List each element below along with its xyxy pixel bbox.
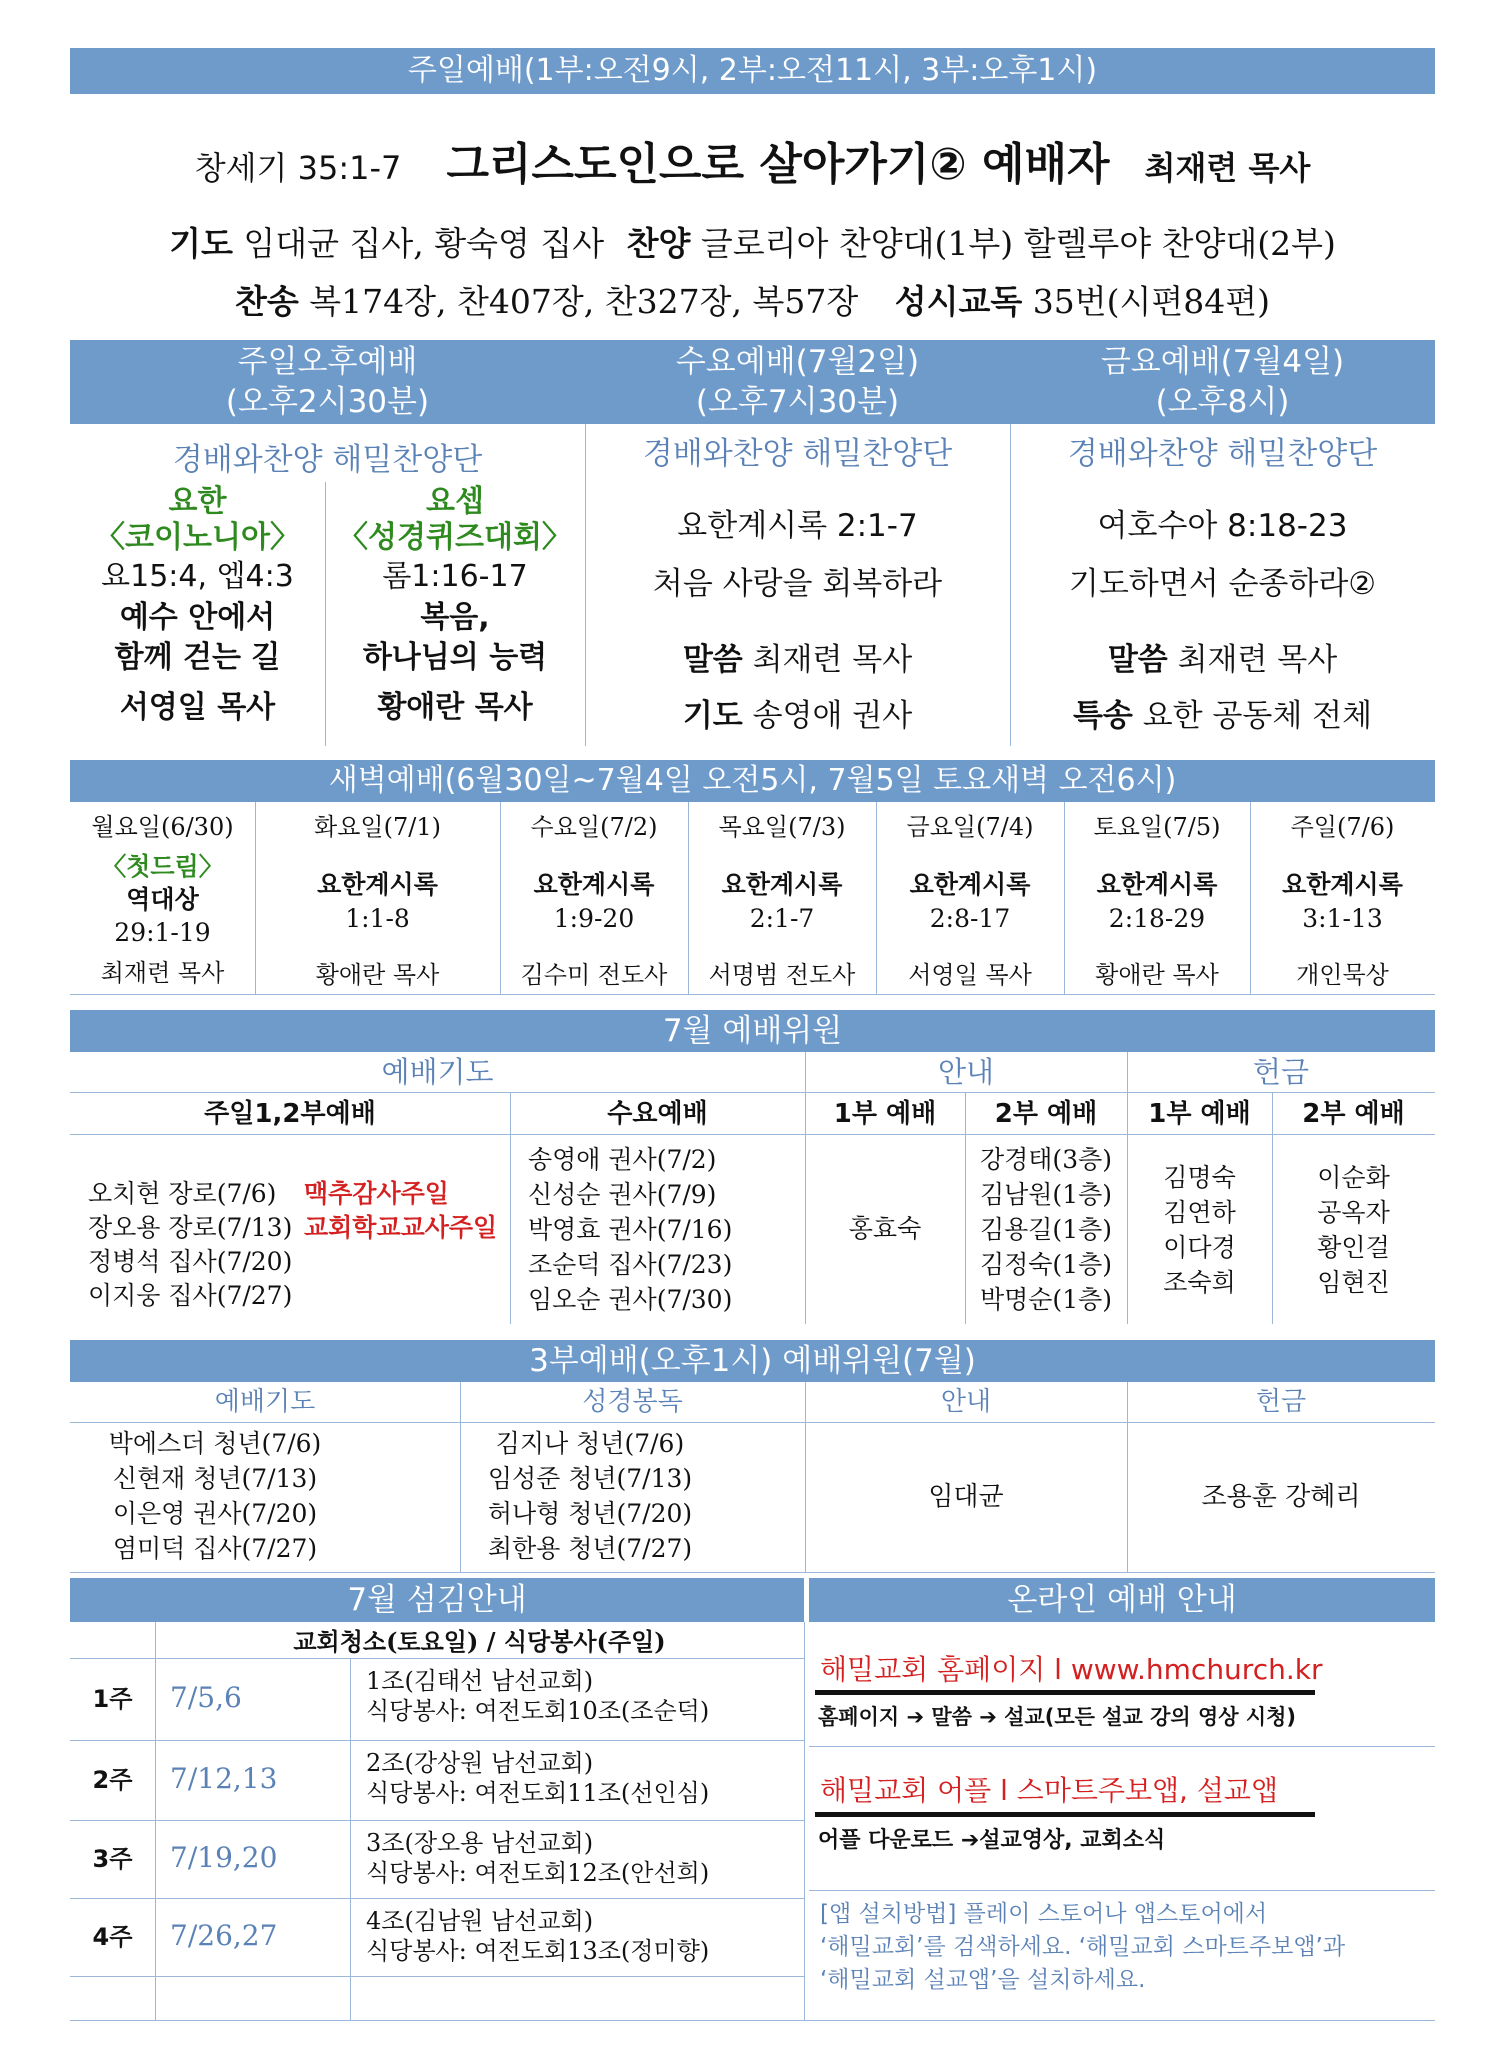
day-label: 월요일(6/30) (91, 813, 234, 841)
list-item: 임오순 권사(7/30) (528, 1285, 733, 1314)
wednesday-body (585, 434, 1010, 736)
afternoon-left (70, 484, 325, 734)
homepage-path: 홈페이지 ➔ 말씀 ➔ 설교(모든 설교 강의 영상 시청) (818, 1705, 1297, 1729)
group-name: 요셉 (426, 484, 484, 519)
app-underline (815, 1812, 1315, 1817)
divider (70, 1820, 804, 1821)
role-label: 찬송 (235, 282, 299, 321)
passage: 롬1:16-17 (382, 559, 528, 594)
group-offering: 헌금 (1252, 1055, 1310, 1089)
guide-first: 홍효숙 (848, 1214, 922, 1243)
friday-role (1010, 696, 1435, 736)
app-link[interactable]: 해밀교회 어플 l 스마트주보앱, 설교앱 (820, 1774, 1279, 1807)
preacher: 최재련 목사 (1144, 149, 1311, 187)
sermon-line (70, 128, 1435, 192)
role-text: 송영애 권사 (752, 698, 913, 734)
day-ref: 1:9-20 (553, 904, 635, 933)
divider (70, 1572, 1435, 1573)
col-prayer: 예배기도 (214, 1387, 316, 1417)
sermon-line: 하나님의 능력 (362, 640, 548, 675)
role-text: 글로리아 찬양대(1부) 할렐루야 찬양대(2부) (700, 224, 1336, 263)
week-dates: 7/19,20 (170, 1841, 278, 1874)
friday-body (1010, 434, 1435, 736)
prayer-name: 오치현 장로(7/6) (88, 1179, 277, 1208)
day-tag: 〈첫드림〉 (101, 852, 224, 881)
duty-subheader: 교회청소(토요일) / 식당봉사(주일) (293, 1627, 666, 1656)
list-item: 조순덕 집사(7/23) (528, 1250, 733, 1279)
divider (1127, 1382, 1128, 1572)
week-detail (366, 1906, 709, 1966)
day-book: 역대상 (126, 885, 199, 914)
wednesday-role (585, 696, 1010, 736)
day-speaker: 김수미 전도사 (520, 961, 668, 989)
day-ref: 2:1-7 (749, 904, 815, 933)
col-guide: 안내 (940, 1387, 992, 1417)
list-item: 허나형 청년(7/20) (487, 1499, 693, 1528)
dawn-day (1064, 810, 1250, 992)
divider (70, 1740, 804, 1741)
prayer-name: 정병석 집사(7/20) (88, 1247, 293, 1276)
day-book: 요한계시록 (909, 870, 1031, 899)
wednesday-role (585, 640, 1010, 680)
sermon-title: 그리스도인으로 살아가기② 예배자 (446, 139, 1110, 190)
third-offering: 조용훈 강혜리 (1201, 1482, 1361, 1512)
day-speaker: 황애란 목사 (315, 961, 440, 989)
friday-title: 금요예배(7월4일) (1100, 344, 1345, 380)
list-item: 김용길(1층) (979, 1215, 1112, 1244)
list-item: 김정숙(1층) (979, 1250, 1112, 1279)
week-detail (366, 1666, 709, 1726)
dawn-day (688, 810, 876, 992)
week-dates: 7/12,13 (170, 1762, 278, 1795)
day-book: 요한계시록 (1282, 870, 1403, 899)
third-service-header: 3부예배(오후1시) 예배위원(7월) (70, 1340, 1435, 1382)
friday-worship: 경배와찬양 해밀찬양단 (1067, 436, 1378, 472)
day-ref: 2:18-29 (1108, 904, 1206, 933)
kitchen: 식당봉사: 여전도회13조(정미향) (366, 1937, 710, 1965)
role-label: 성시교독 (894, 282, 1023, 321)
week-label: 4주 (92, 1923, 133, 1951)
role-label: 찬양 (626, 224, 691, 263)
friday-sermon: 기도하면서 순종하라② (1068, 566, 1377, 602)
event-name: 〈코이노니아〉 (95, 520, 300, 555)
day-label: 금요일(7/4) (906, 813, 1034, 841)
week-dates: 7/5,6 (170, 1681, 242, 1714)
list-item: 박영효 권사(7/16) (528, 1215, 733, 1244)
day-label: 주일(7/6) (1290, 813, 1395, 841)
friday-passage: 여호수아 8:18-23 (1097, 508, 1348, 544)
list-item: 신현재 청년(7/13) (112, 1464, 318, 1493)
sub-offering-first: 1부 예배 (1148, 1099, 1251, 1129)
week-detail (366, 1828, 709, 1888)
day-ref: 29:1-19 (114, 918, 211, 947)
wednesday-title: 수요예배(7월2일) (675, 344, 920, 380)
divider (510, 1092, 511, 1324)
week-dates: 7/26,27 (170, 1919, 278, 1952)
group-guide: 안내 (937, 1055, 995, 1089)
dawn-day (1250, 810, 1435, 992)
install-line: [앱 설치방법] 플레이 스토어나 앱스토어에서 (820, 1901, 1268, 1927)
wednesday-prayer-list (528, 1142, 732, 1317)
wednesday-sermon: 처음 사랑을 회복하라 (652, 566, 943, 602)
list-item: 송영애 권사(7/2) (528, 1145, 717, 1174)
list-item: 공옥자 (1317, 1198, 1390, 1227)
install-line: ‘해밀교회’를 검색하세요. ‘해밀교회 스마트주보앱’과 (820, 1934, 1346, 1960)
afternoon-title: 주일오후예배 (237, 344, 418, 380)
role-text: 요한 공동체 전체 (1142, 698, 1373, 734)
col-offering: 헌금 (1255, 1387, 1307, 1417)
list-item: 최한용 청년(7/27) (487, 1534, 693, 1563)
divider (70, 994, 1435, 995)
wednesday-header (585, 342, 1010, 422)
list-item: 이은영 권사(7/20) (112, 1499, 318, 1528)
list-item (88, 1177, 497, 1211)
dawn-day (255, 810, 500, 992)
dawn-day (876, 810, 1064, 992)
list-item: 임현진 (1317, 1268, 1390, 1297)
day-book: 요한계시록 (317, 870, 438, 899)
role-label: 말씀 (682, 642, 743, 678)
online-header: 온라인 예배 안내 (809, 1578, 1435, 1622)
app-path: 어플 다운로드 ➔설교영상, 교회소식 (818, 1828, 1166, 1853)
friday-role (1010, 640, 1435, 680)
role-text: 복174장, 찬407장, 찬327장, 복57장 (309, 282, 859, 321)
group-prayer: 예배기도 (381, 1055, 494, 1089)
list-item: 박명순(1층) (979, 1285, 1112, 1314)
dawn-day (500, 810, 688, 992)
list-item: 강경태(3층) (979, 1145, 1112, 1174)
offering-second-list (1272, 1160, 1435, 1300)
sub-guide-second: 2부 예배 (994, 1099, 1098, 1129)
divider (350, 1658, 351, 2020)
role-text: 35번(시편84편) (1032, 282, 1270, 321)
divider (155, 1622, 156, 2020)
homepage-link[interactable]: 해밀교회 홈페이지 l www.hmchurch.kr (820, 1653, 1323, 1686)
kitchen: 식당봉사: 여전도회11조(선인심) (366, 1779, 710, 1807)
speaker: 서영일 목사 (119, 690, 276, 725)
list-item (88, 1279, 497, 1313)
sermon-line: 복음, (420, 600, 490, 635)
day-speaker: 황애란 목사 (1095, 961, 1219, 989)
day-book: 요한계시록 (533, 870, 655, 899)
cleaning: 3조(장오용 남선교회) (366, 1829, 594, 1857)
day-speaker: 최재련 목사 (100, 959, 225, 987)
day-label: 화요일(7/1) (314, 813, 441, 841)
list-item: 조숙희 (1163, 1268, 1236, 1297)
friday-header (1010, 342, 1435, 422)
divider (805, 1382, 806, 1572)
day-ref: 3:1-13 (1302, 904, 1383, 933)
afternoon-header (70, 342, 585, 422)
day-label: 수요일(7/2) (530, 813, 658, 841)
list-item (88, 1211, 497, 1245)
sermon-line: 함께 걷는 길 (114, 640, 281, 675)
role-text: 임대균 집사, 황숙영 집사 (243, 224, 605, 263)
day-speaker: 개인묵상 (1296, 961, 1389, 989)
kitchen: 식당봉사: 여전도회10조(조순덕) (366, 1697, 710, 1725)
divider (70, 1976, 804, 1977)
kitchen: 식당봉사: 여전도회12조(안선희) (366, 1859, 710, 1887)
dawn-day (70, 810, 255, 990)
list-item: 김남원(1층) (979, 1180, 1112, 1209)
third-guide: 임대균 (928, 1482, 1004, 1512)
prayer-note: 교회학교교사주일 (304, 1213, 498, 1242)
prayer-name: 이지웅 집사(7/27) (88, 1281, 293, 1310)
sub-wednesday: 수요예배 (607, 1099, 708, 1129)
passage: 요15:4, 엡4:3 (101, 559, 294, 594)
sunday-service-header: 주일예배(1부:오전9시, 2부:오전11시, 3부:오후1시) (70, 48, 1435, 94)
day-ref: 2:8-17 (929, 904, 1011, 933)
divider (70, 2020, 1435, 2021)
event-name: 〈성경퀴즈대회〉 (338, 520, 572, 555)
sunday-prayer-list (88, 1177, 497, 1313)
dawn-header: 새벽예배(6월30일~7월4일 오전5시, 7월5일 토요새벽 오전6시) (70, 760, 1435, 802)
install-guide (820, 1898, 1345, 1997)
role-text: 최재련 목사 (1177, 642, 1338, 678)
cleaning: 4조(김남원 남선교회) (366, 1907, 594, 1935)
cleaning: 2조(강상원 남선교회) (366, 1749, 594, 1777)
divider (70, 1898, 804, 1899)
week-detail (366, 1748, 709, 1808)
divider (809, 1746, 1435, 1747)
prayer-note: 맥추감사주일 (304, 1179, 449, 1208)
list-item: 염미덕 집사(7/27) (112, 1534, 318, 1563)
day-label: 목요일(7/3) (718, 813, 846, 841)
list-item: 김연하 (1163, 1198, 1236, 1227)
afternoon-time: (오후2시30분) (225, 384, 430, 420)
sermon-line: 예수 안에서 (119, 600, 276, 635)
friday-time: (오후8시) (1155, 384, 1290, 420)
role-label: 말씀 (1107, 642, 1168, 678)
sunday-roles-line2 (70, 276, 1435, 323)
group-name: 요한 (168, 484, 227, 519)
sub-guide-first: 1부 예배 (833, 1099, 937, 1129)
divider (804, 1622, 805, 2020)
day-book: 요한계시록 (1096, 870, 1218, 899)
list-item (88, 1245, 497, 1279)
col-reading: 성경봉독 (582, 1387, 683, 1417)
third-prayer-list (70, 1426, 360, 1566)
role-label: 기도 (169, 224, 233, 263)
role-text: 최재련 목사 (752, 642, 913, 678)
speaker: 황애란 목사 (377, 690, 533, 725)
sub-offering-second: 2부 예배 (1302, 1099, 1405, 1129)
day-book: 요한계시록 (721, 870, 843, 899)
week-label: 3주 (92, 1845, 133, 1873)
week-label: 2주 (92, 1766, 133, 1794)
divider (70, 1422, 1435, 1423)
divider (809, 1890, 1435, 1891)
list-item: 김지나 청년(7/6) (495, 1429, 685, 1458)
day-speaker: 서영일 목사 (908, 961, 1032, 989)
duty-header: 7월 섬김안내 (70, 1578, 804, 1622)
list-item: 신성순 권사(7/9) (528, 1180, 717, 1209)
list-item: 김명숙 (1163, 1163, 1236, 1192)
day-speaker: 서명범 전도사 (708, 961, 856, 989)
week-label: 1주 (92, 1685, 133, 1713)
role-label: 기도 (682, 698, 743, 734)
sub-sunday12: 주일1,2부예배 (204, 1099, 376, 1129)
list-item: 이다경 (1163, 1233, 1236, 1262)
guide-second-list (965, 1142, 1127, 1317)
afternoon-worship: 경배와찬양 해밀찬양단 (172, 442, 483, 478)
wednesday-passage: 요한계시록 2:1-7 (677, 508, 918, 544)
install-line: ‘해밀교회 설교앱’을 설치하세요. (820, 1967, 1146, 1993)
wednesday-time: (오후7시30분) (695, 384, 900, 420)
scripture: 창세기 35:1-7 (194, 149, 402, 187)
list-item: 박에스더 청년(7/6) (108, 1429, 322, 1458)
list-item: 임성준 청년(7/13) (487, 1464, 693, 1493)
divider (805, 1052, 806, 1324)
afternoon-right (325, 484, 585, 734)
offering-first-list (1127, 1160, 1272, 1300)
divider (70, 1092, 1435, 1093)
divider (70, 1134, 1435, 1135)
list-item: 이순화 (1317, 1163, 1390, 1192)
homepage-underline (815, 1690, 1315, 1695)
day-label: 토요일(7/5) (1093, 813, 1221, 841)
day-ref: 1:1-8 (345, 904, 410, 933)
wednesday-worship: 경배와찬양 해밀찬양단 (642, 436, 953, 472)
list-item: 황인걸 (1317, 1233, 1390, 1262)
sunday-roles-line1 (70, 218, 1435, 265)
role-label: 특송 (1072, 698, 1133, 734)
cleaning: 1조(김태선 남선교회) (366, 1667, 594, 1695)
third-reading-list (460, 1426, 720, 1566)
divider (70, 1658, 804, 1659)
committee-header: 7월 예배위원 (70, 1010, 1435, 1052)
prayer-name: 장오용 장로(7/13) (88, 1213, 293, 1242)
